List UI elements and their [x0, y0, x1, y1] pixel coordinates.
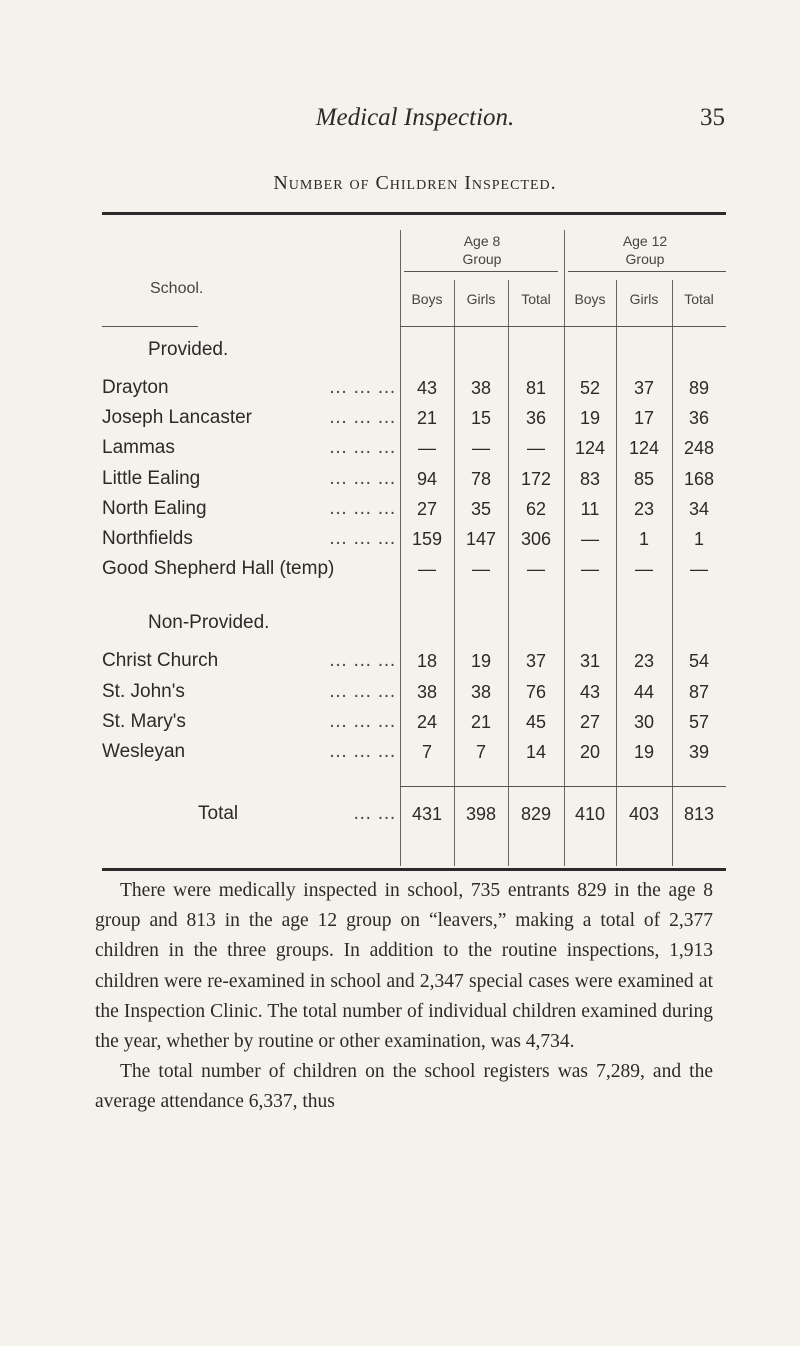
table-cell: —: [581, 529, 599, 549]
table-top-rule: [102, 212, 726, 215]
total-cell: 813: [683, 804, 715, 824]
table-cell: —: [418, 438, 436, 459]
leader-dots: … … …: [328, 528, 396, 549]
table-cell: 7: [475, 742, 486, 762]
row-school-name: Joseph Lancaster … … …: [102, 407, 396, 429]
leader-dots: … … …: [328, 407, 396, 429]
row-school-name: Wesleyan … … …: [102, 741, 396, 762]
sub-header-total: Total: [521, 291, 551, 307]
leader-dots: … … …: [328, 741, 396, 762]
paragraph-2: The total number of children on the school registers was 7,289, and the average attendance 6,337, thus: [95, 1061, 713, 1113]
table-cell: 57: [688, 711, 710, 732]
header-bottom-rule: [400, 326, 726, 327]
table-cell: —: [581, 559, 599, 580]
section-label: Non-Provided.: [148, 612, 270, 634]
table-cell: 306: [520, 529, 552, 549]
row-school-name: Christ Church … … …: [102, 650, 396, 672]
page-number: 35: [700, 104, 725, 131]
table-cell: 43: [579, 681, 601, 702]
table-cell: —: [472, 559, 490, 580]
table-cell: 43: [416, 378, 438, 398]
table-cell: 87: [688, 681, 710, 702]
total-cell: 403: [628, 804, 660, 824]
row-school-name: North Ealing … … …: [102, 497, 396, 519]
table-cell: —: [472, 438, 490, 459]
table-cell: 37: [525, 651, 547, 672]
table-cell: 168: [683, 468, 715, 489]
table-cell: 21: [416, 408, 438, 429]
table-cell: 39: [688, 742, 710, 762]
sub-header-boys: Boys: [411, 291, 443, 307]
leader-dots: … … …: [328, 437, 396, 459]
row-school-name: St. Mary's … … …: [102, 710, 396, 732]
row-school-name: Little Ealing … … …: [102, 467, 396, 489]
table-cell: 24: [416, 711, 438, 732]
group-header: Age 8 Group: [462, 233, 502, 267]
sub-header-girls: Girls: [629, 291, 659, 307]
total-cell: 829: [520, 804, 552, 824]
school-column-header: School.: [150, 280, 204, 297]
paragraph-1: There were medically inspected in school, 735 entrants 829 in the age 8 group and 813 in the age 12 group on “leavers,” making a total of 2,377 children in the three groups. In addition to the routine inspections, 1,913 children were re-examined in school and 2,347 special cases were examined at the Inspection Clinic. The total number of individual children examined during the year, whether by routine or other examination, was 4,734.: [95, 880, 713, 1053]
sub-header-boys: Boys: [574, 291, 606, 307]
body-text: [95, 876, 713, 1118]
leader-dots: … … …: [328, 650, 396, 672]
leader-dots: … … …: [328, 710, 396, 732]
table-cell: 147: [465, 529, 497, 549]
table-cell: 44: [633, 681, 655, 702]
group-header-underline: [404, 271, 558, 272]
total-rule: [400, 786, 726, 787]
table-cell: 19: [470, 651, 492, 672]
table-cell: —: [527, 438, 545, 459]
table-cell: 76: [525, 681, 547, 702]
table-cell: 94: [416, 468, 438, 489]
table-cell: 15: [470, 408, 492, 429]
table-bottom-rule: [102, 868, 726, 871]
table-cell: 38: [470, 378, 492, 398]
table-cell: 23: [633, 498, 655, 519]
table-cell: 19: [579, 408, 601, 429]
table-cell: 124: [628, 438, 660, 459]
table-cell: 1: [693, 529, 704, 549]
table-cell: 38: [470, 681, 492, 702]
table-cell: 11: [580, 498, 600, 519]
running-title: Medical Inspection.: [315, 104, 515, 131]
table-cell: 14: [525, 742, 547, 762]
row-school-name: Lammas … … …: [102, 437, 396, 459]
table-cell: 36: [525, 408, 547, 429]
table-cell: 124: [574, 438, 606, 459]
table-cell: 172: [520, 468, 552, 489]
table-cell: 18: [416, 651, 438, 672]
total-cell: 410: [574, 804, 606, 824]
table-cell: 78: [470, 468, 492, 489]
table-cell: 85: [633, 468, 655, 489]
row-school-name: Northfields … … …: [102, 528, 396, 549]
table-cell: 30: [633, 711, 655, 732]
table-cell: 20: [579, 742, 601, 762]
row-school-name: Drayton … … …: [102, 377, 396, 398]
table-cell: 248: [683, 438, 715, 459]
leader-dots: … … …: [328, 680, 396, 702]
table-cell: 45: [525, 711, 547, 732]
leader-dots: … …: [352, 803, 396, 824]
table-cell: 17: [633, 408, 655, 429]
table-cell: 7: [421, 742, 432, 762]
header-bottom-rule: [102, 326, 198, 327]
row-school-name: Good Shepherd Hall (temp): [102, 558, 335, 580]
group-header: Age 12 Group: [622, 233, 668, 267]
table-cell: 38: [416, 681, 438, 702]
table-cell: 27: [416, 498, 438, 519]
table-cell: 27: [579, 711, 601, 732]
table-cell: 81: [525, 378, 547, 398]
section-label: Provided.: [148, 339, 229, 360]
table-cell: 35: [470, 498, 492, 519]
total-cell: 398: [465, 804, 497, 824]
total-cell: 431: [411, 804, 443, 824]
table-cell: 37: [633, 378, 655, 398]
sub-header-girls: Girls: [466, 291, 496, 307]
table-cell: 31: [579, 651, 601, 672]
table-title: Number of Children Inspected.: [273, 172, 557, 194]
leader-dots: … … …: [328, 377, 396, 398]
table-cell: 19: [633, 742, 655, 762]
table-cell: 89: [688, 378, 710, 398]
table-cell: 34: [688, 498, 710, 519]
group-header-underline: [568, 271, 726, 272]
table-cell: 21: [470, 711, 492, 732]
total-label: Total … …: [198, 803, 396, 824]
table-cell: 54: [688, 651, 710, 672]
table-cell: 23: [633, 651, 655, 672]
leader-dots: … … …: [328, 467, 396, 489]
page-header: [95, 104, 735, 144]
row-school-name: St. John's … … …: [102, 680, 396, 702]
table-cell: 52: [579, 378, 601, 398]
table-cell: —: [418, 559, 436, 580]
table-cell: —: [690, 559, 708, 580]
table-cell: 83: [579, 468, 601, 489]
table-cell: —: [527, 559, 545, 580]
table-cell: —: [635, 559, 653, 580]
leader-dots: … … …: [328, 497, 396, 519]
table-cell: 62: [525, 498, 547, 519]
table-cell: 36: [688, 408, 710, 429]
table-cell: 159: [411, 529, 443, 549]
sub-header-total: Total: [684, 291, 714, 307]
table-cell: 1: [638, 529, 649, 549]
